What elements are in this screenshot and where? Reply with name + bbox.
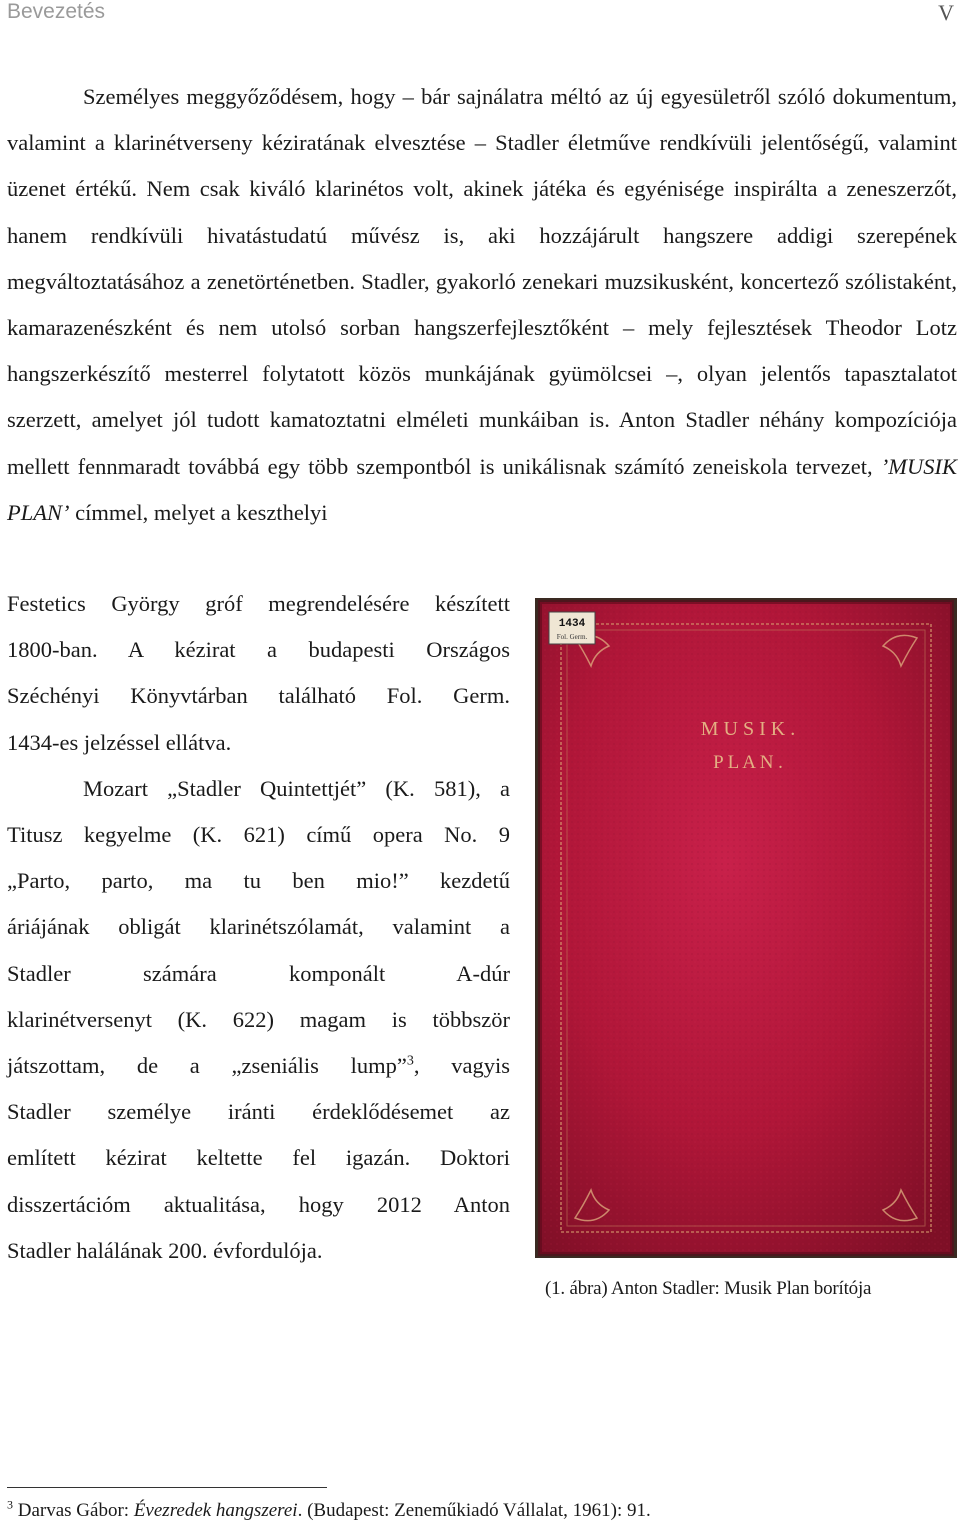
- text-line: Stadler személye iránti érdeklődésemet az: [7, 1099, 510, 1125]
- body-text-full-width: [7, 74, 957, 536]
- text-line: Mozart „Stadler Quintettjét” (K. 581), a: [83, 775, 510, 801]
- text-line: Festetics György gróf megrendelésére készített: [7, 591, 510, 616]
- text-line: Stadler számára komponált A-dúr: [7, 960, 510, 986]
- paragraph-1-tail: címmel, melyet a keszthelyi: [75, 499, 328, 525]
- text-line: Stadler halálának 200. évfordulója.: [7, 1237, 323, 1263]
- footnote-number: 3: [7, 1497, 13, 1512]
- cover-label-sub: Fol. Germ.: [556, 633, 588, 641]
- text-fragment: játszottam, de a „zseniális lump”: [7, 1053, 407, 1079]
- cover-label-number: 1434: [558, 618, 586, 630]
- footnote-separator: [7, 1487, 327, 1488]
- text-line: „Parto, parto, ma tu ben mio!” kezdetű: [7, 868, 510, 894]
- musik-plan-title: ’MUSIK PLAN’: [7, 453, 957, 525]
- musik-plan-cover-figure: [535, 598, 957, 1258]
- paragraph-1-text: Személyes meggyőződésem, hogy – bár sajnálatra méltó az új egyesületről szóló dokumentum, valamint a klarinétverseny kéziratának elvesztése – Stadler életműve rendkívüli jelentőségű, valamint üzenet értékű. Nem csak kiváló klarinétos volt, akinek játéka és egyénisége inspirálta a zeneszerzőt, hanem rendkívüli hivatástudatú művész is, aki hozzájárult hangszere addigi szerepének megváltoztatásához a zenetörténetben. Stadler, gyakorló zenekari muzsikusként, koncertező szólistaként, kamarazenészként és nem utolsó sorban hangszerfejlesztőként – mely fejlesztések Theodor Lotz hangszerkészítő mesterrel folytatott közös munkájának gyümölcsei –, olyan jelentős tapasztalatot szerzett, amelyet jól tudott kamatoztatni elméleti munkáiban is. Anton Stadler néhány kompozíciója mellett fennmaradt továbbá egy több szempontból is unikálisnak számító zeneiskola tervezet,: [7, 84, 957, 479]
- text-line: áriájának obligát klarinétszólamát, valamint a: [7, 914, 510, 940]
- text-line: 1800-ban. A kézirat a budapesti Országos: [7, 637, 510, 663]
- text-line: disszertációm aktualitása, hogy 2012 Anton: [7, 1191, 510, 1217]
- footnote-author: Darvas Gábor:: [17, 1500, 134, 1521]
- page-number: V: [938, 0, 954, 25]
- page-header-title: Bevezetés: [7, 0, 106, 23]
- footnote-book-title: Évezredek hangszerei: [133, 1500, 298, 1521]
- text-line: Széchényi Könyvtárban található Fol. Germ.: [7, 683, 510, 709]
- text-line: Titusz kegyelme (K. 621) című opera No. 9: [7, 822, 510, 848]
- body-text-left-column: [7, 581, 510, 1274]
- text-line: klarinétversenyt (K. 622) magam is többször: [7, 1006, 510, 1032]
- text-line: említett kézirat keltette fel igazán. Doktori: [7, 1145, 510, 1171]
- footnote-reference[interactable]: 3: [406, 1053, 414, 1069]
- footnote: [7, 1497, 651, 1522]
- figure-caption: (1. ábra) Anton Stadler: Musik Plan borítója: [545, 1278, 872, 1299]
- cover-title-line-2: P L A N .: [713, 752, 783, 773]
- text-line: 1434-es jelzéssel ellátva.: [7, 729, 232, 755]
- text-line-with-footnote: [7, 1043, 510, 1089]
- cover-title-line-1: M U S I K .: [700, 718, 796, 740]
- book-cover-image: [535, 598, 957, 1258]
- text-fragment: , vagyis: [413, 1053, 510, 1079]
- footnote-publication: . (Budapest: Zeneműkiadó Vállalat, 1961): 91.: [297, 1500, 651, 1521]
- paragraph-1: [7, 74, 957, 536]
